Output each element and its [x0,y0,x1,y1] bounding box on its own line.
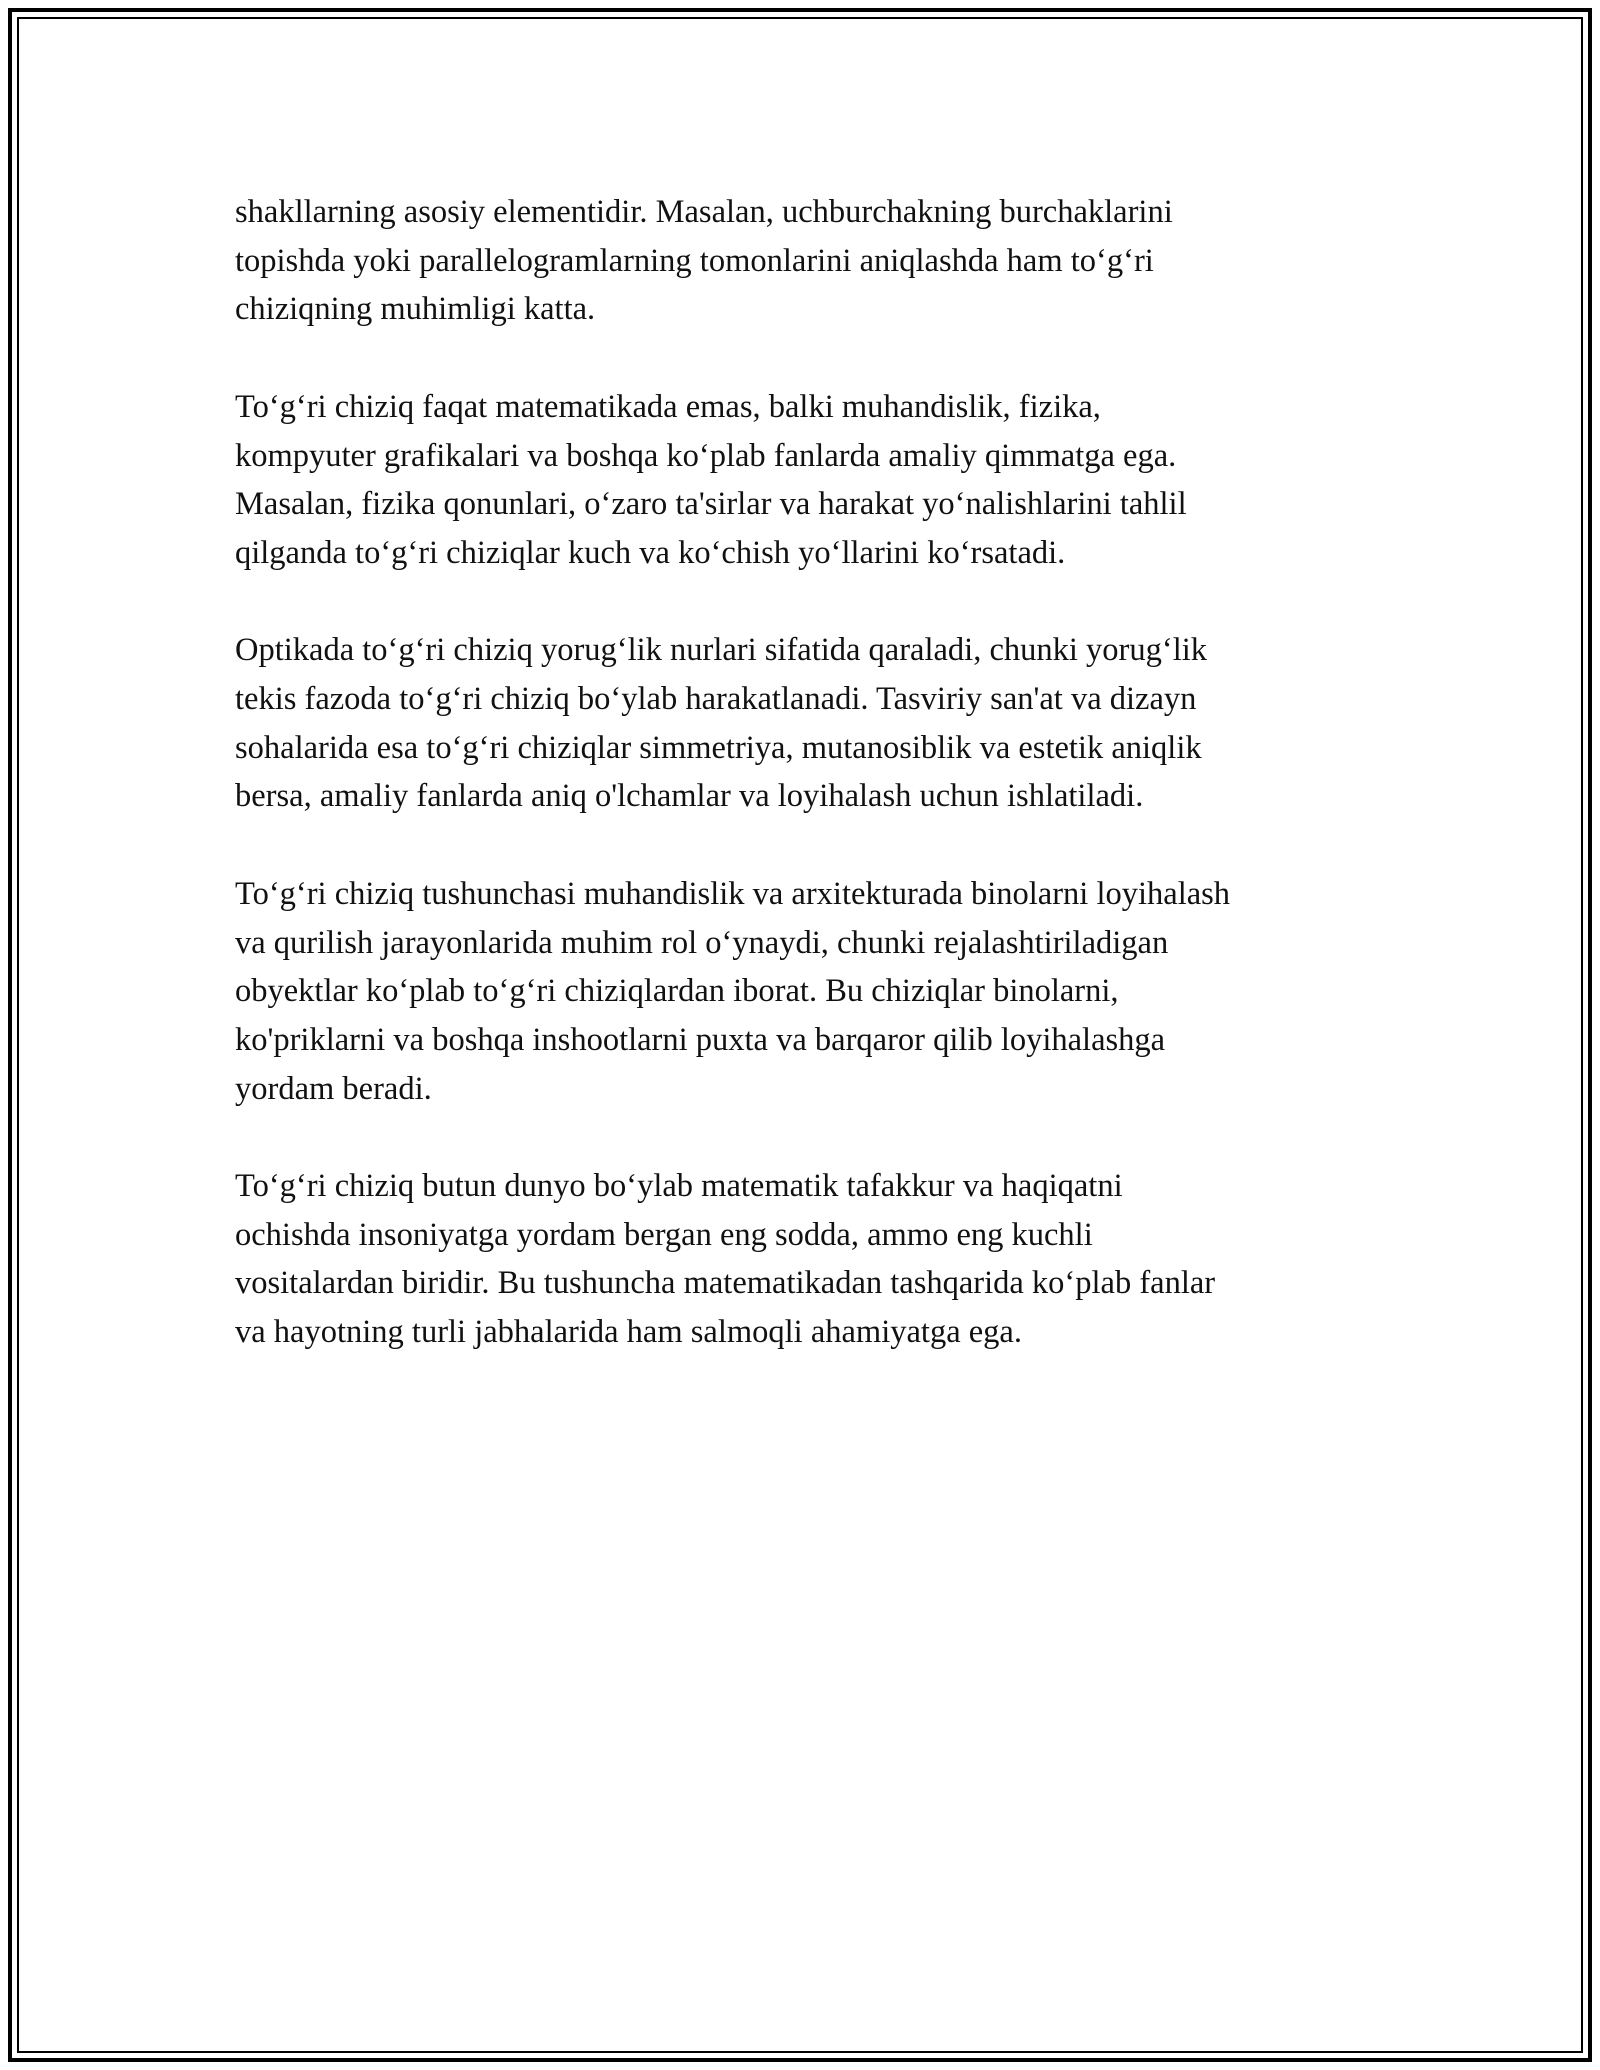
text-line: Optikada to‘g‘ri chiziq yorug‘lik nurlari sifatida qaraladi, chunki yorug‘lik [235,632,1208,669]
paragraph-3 [235,626,1375,821]
text-line: ochishda insoniyatga yordam bergan eng sodda, ammo eng kuchli [235,1216,1093,1253]
text-line: bersa, amaliy fanlarda aniq o'lchamlar va loyihalash uchun ishlatiladi. [235,778,1144,815]
text-line: ko'priklarni va boshqa inshootlarni puxta va barqaror qilib loyihalashga [235,1021,1166,1058]
text-line: va hayotning turli jabhalarida ham salmoqli ahamiyatga ega. [235,1314,1022,1351]
text-line: topishda yoki parallelogramlarning tomonlarini aniqlashda ham to‘g‘ri [235,242,1154,279]
text-line: sohalarida esa to‘g‘ri chiziqlar simmetriya, mutanosiblik va estetik aniqlik [235,729,1202,766]
paragraph-4 [235,870,1375,1114]
text-line: kompyuter grafikalari va boshqa ko‘plab fanlarda amaliy qimmatga ega. [235,437,1177,474]
text-line: To‘g‘ri chiziq faqat matematikada emas, balki muhandislik, fizika, [235,388,1101,425]
text-line: tekis fazoda to‘g‘ri chiziq bo‘ylab harakatlanadi. Tasviriy san'at va dizayn [235,681,1197,717]
text-line: yordam beradi. [235,1070,432,1107]
text-line: chiziqning muhimligi katta. [235,291,596,328]
text-line: qilganda to‘g‘ri chiziqlar kuch va ko‘chish yo‘llarini ko‘rsatadi. [235,534,1066,571]
paragraph-5 [235,1162,1375,1357]
text-line: obyektlar ko‘plab to‘g‘ri chiziqlardan iborat. Bu chiziqlar binolarni, [235,973,1119,1010]
paragraph-1 [235,188,1375,334]
text-line: va qurilish jarayonlarida muhim rol o‘ynaydi, chunki rejalashtiriladigan [235,924,1169,961]
text-line: To‘g‘ri chiziq butun dunyo bo‘ylab matematik tafakkur va haqiqatni [235,1168,1123,1204]
document-body [235,188,1375,1406]
text-line: Masalan, fizika qonunlari, o‘zaro ta'sirlar va harakat yo‘nalishlarini tahlil [235,486,1187,523]
text-line: shakllarning asosiy elementidir. Masalan, uchburchakning burchaklarini [235,194,1173,230]
text-line: vositalardan biridir. Bu tushuncha matematikadan tashqarida ko‘plab fanlar [235,1265,1216,1302]
paragraph-2 [235,383,1375,578]
text-line: To‘g‘ri chiziq tushunchasi muhandislik va arxitekturada binolarni loyihalash [235,875,1231,912]
